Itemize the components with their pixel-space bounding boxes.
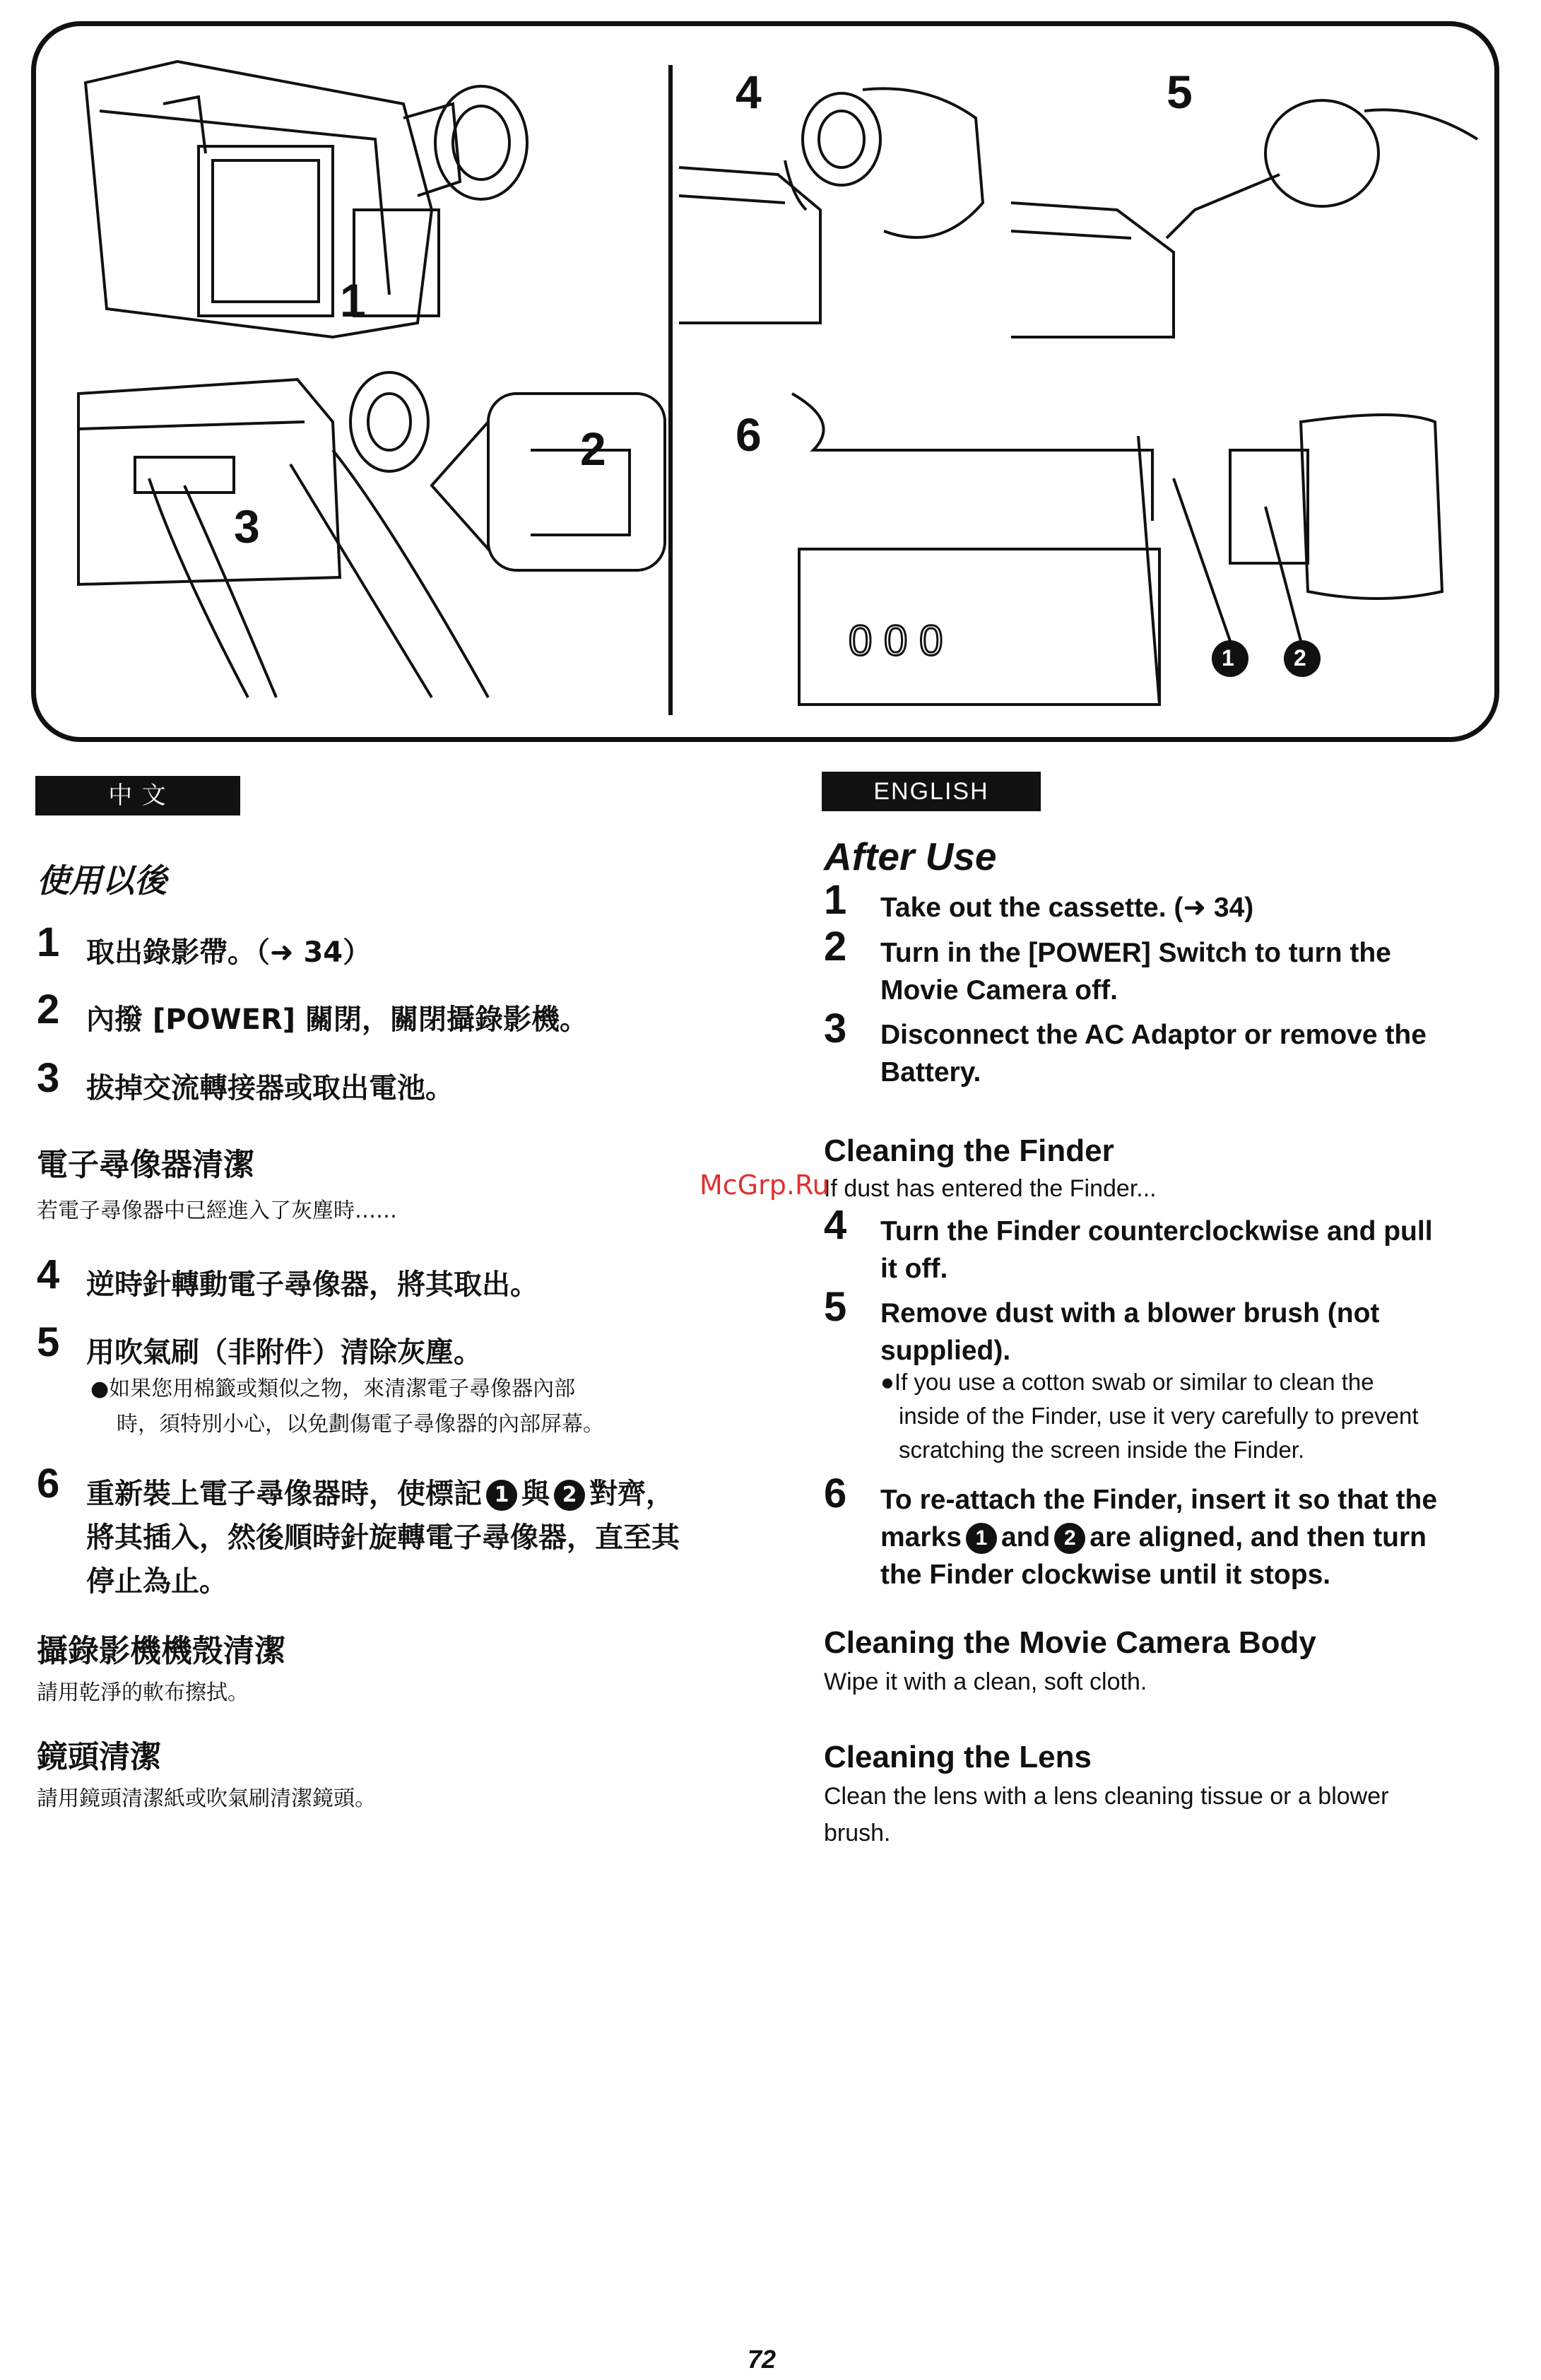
zh-mark-1-icon: 1 <box>486 1480 517 1511</box>
en-step-6-text-a: marks <box>880 1522 962 1553</box>
en-step-5-note-line3: scratching the screen inside the Finder. <box>899 1437 1305 1463</box>
illus-step-2-label: 2 <box>580 423 606 475</box>
en-step-2-line1: Turn in the [POWER] Switch to turn the <box>880 938 1391 968</box>
en-step-4-line2: it off. <box>880 1254 948 1284</box>
zh-lens-title: 鏡頭清潔 <box>37 1739 161 1775</box>
zh-step-5-note-line1: ●如果您用棉籤或類似之物，來清潔電子尋像器內部 <box>90 1377 576 1401</box>
zh-lang-label: 中 文 <box>35 776 240 815</box>
illus-mark-2: 2 <box>1294 645 1306 671</box>
en-step-5-note-line2: inside of the Finder, use it very carefully to prevent <box>899 1403 1419 1429</box>
illustration-drawing <box>36 26 1504 747</box>
zh-finder-title: 電子尋像器清潔 <box>37 1147 254 1183</box>
en-step-5-note-line1: ●If you use a cotton swab or similar to clean the <box>880 1369 1374 1395</box>
page-number: 72 <box>748 2345 777 2374</box>
en-mark-2-icon: 2 <box>1054 1523 1085 1554</box>
en-step-4-num: 4 <box>824 1202 847 1248</box>
zh-step-2-text: 內撥 [POWER] 關閉，關閉攝錄影機。 <box>86 1003 588 1036</box>
zh-step-3-num: 3 <box>37 1055 60 1101</box>
zh-step-6-text-c: 對齊， <box>589 1478 674 1510</box>
zh-step-6-text-a: 重新裝上電子尋像器時，使標記 <box>86 1478 482 1510</box>
zh-step-4-text: 逆時針轉動電子尋像器，將其取出。 <box>86 1268 538 1301</box>
en-step-1-line1: Take out the cassette. (➜ 34) <box>880 892 1254 923</box>
zh-mark-2-icon: 2 <box>554 1480 585 1511</box>
en-step-6-num: 6 <box>824 1471 847 1516</box>
en-step-2-line2: Movie Camera off. <box>880 975 1118 1006</box>
zh-body-title: 攝錄影機機殼清潔 <box>37 1633 285 1669</box>
en-step-4-line1: Turn the Finder counterclockwise and pull <box>880 1216 1433 1247</box>
en-step-6-text-b: and <box>1000 1522 1051 1553</box>
zh-lens-text: 請用鏡頭清潔紙或吹氣刷清潔鏡頭。 <box>37 1786 376 1811</box>
en-step-6-line3: the Finder clockwise until it stops. <box>880 1560 1331 1590</box>
en-step-6-text-c: are aligned, and then turn <box>1090 1522 1427 1553</box>
zh-step-6-num: 6 <box>37 1461 60 1507</box>
en-finder-title: Cleaning the Finder <box>824 1133 1114 1168</box>
zh-step-2-num: 2 <box>37 986 60 1032</box>
en-body-text: Wipe it with a clean, soft cloth. <box>824 1668 1147 1695</box>
en-lang-label: ENGLISH <box>822 772 1041 811</box>
zh-step-6-text-b: 與 <box>521 1478 550 1510</box>
zh-step-6-line1 <box>86 1471 722 1512</box>
en-step-2-num: 2 <box>824 924 847 970</box>
zh-step-3-text: 拔掉交流轉接器或取出電池。 <box>86 1072 454 1104</box>
zh-step-6-line2: 將其插入，然後順時針旋轉電子尋像器，直至其 <box>86 1521 680 1554</box>
zh-step-5-text: 用吹氣刷（非附件）清除灰塵。 <box>86 1336 482 1369</box>
en-step-5-line2: supplied). <box>880 1336 1011 1366</box>
en-mark-1-icon: 1 <box>966 1523 997 1554</box>
en-step-6-line2 <box>880 1519 1502 1556</box>
illus-step-4-label: 4 <box>736 66 762 118</box>
en-lens-title: Cleaning the Lens <box>824 1740 1092 1774</box>
illus-step-6-label: 6 <box>736 408 762 461</box>
en-step-5-num: 5 <box>824 1284 847 1330</box>
zh-step-4-num: 4 <box>37 1251 60 1297</box>
en-step-5-line1: Remove dust with a blower brush (not <box>880 1298 1380 1329</box>
illus-step-5-label: 5 <box>1167 66 1193 118</box>
illus-step-3-label: 3 <box>234 500 260 553</box>
en-body-title: Cleaning the Movie Camera Body <box>824 1625 1316 1660</box>
illus-mark-1: 1 <box>1222 645 1234 671</box>
illus-step-1-label: 1 <box>340 274 366 326</box>
svg-text:0 0 0: 0 0 0 <box>849 617 943 664</box>
en-step-3-line2: Battery. <box>880 1057 981 1088</box>
zh-step-6-line3: 停止為止。 <box>86 1565 228 1598</box>
watermark: McGrp.Ru <box>699 1170 829 1201</box>
en-lens-text-line2: brush. <box>824 1820 891 1846</box>
zh-step-5-num: 5 <box>37 1319 60 1365</box>
en-step-1-num: 1 <box>824 877 847 923</box>
zh-after-use-title: 使用以後 <box>37 861 167 900</box>
zh-step-5-note-line2: 時，須特別小心，以免劃傷電子尋像器的內部屏幕。 <box>117 1412 604 1437</box>
zh-step-1-text: 取出錄影帶。（➜ 34） <box>86 936 372 969</box>
en-after-use-title: After Use <box>824 835 997 878</box>
en-step-6-line1: To re-attach the Finder, insert it so that the <box>880 1485 1438 1515</box>
zh-body-text: 請用乾淨的軟布擦拭。 <box>37 1680 249 1705</box>
en-finder-intro: If dust has entered the Finder... <box>824 1175 1157 1202</box>
zh-step-1-num: 1 <box>37 919 60 965</box>
en-step-3-num: 3 <box>824 1006 847 1051</box>
en-lens-text-line1: Clean the lens with a lens cleaning tissue or a blower <box>824 1783 1389 1810</box>
en-step-3-line1: Disconnect the AC Adaptor or remove the <box>880 1020 1427 1050</box>
illustration-panel <box>31 21 1499 742</box>
zh-finder-intro: 若電子尋像器中已經進入了灰塵時…… <box>37 1198 397 1223</box>
